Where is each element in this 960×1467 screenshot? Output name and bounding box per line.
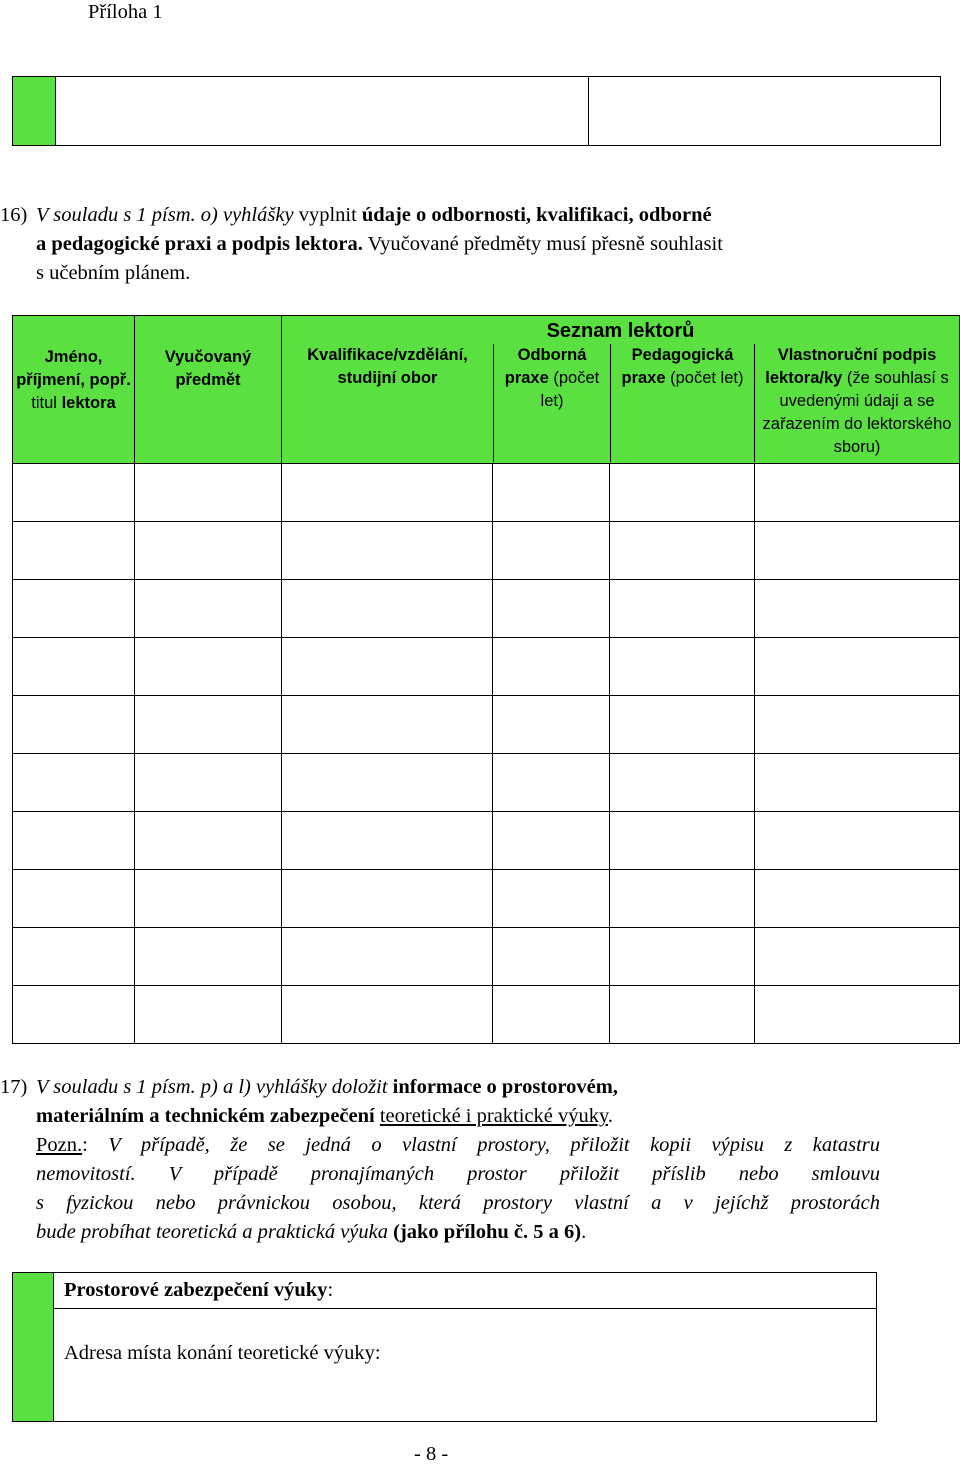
section-16-bold: údaje o odbornosti, kvalifikaci, odborné [361,204,712,226]
space-box-marker [13,1273,54,1421]
page-number: - 8 - [414,1443,449,1465]
table-cell[interactable] [135,580,282,638]
table-cell[interactable] [493,638,610,696]
section-16-legal-ref: V souladu s 1 písm. o) vyhlášky [36,204,294,226]
section-17-instructions [0,1073,880,1247]
table-row [13,870,960,928]
top-box-field-1[interactable] [56,77,589,145]
note-label: Pozn. [36,1134,83,1156]
col-header-pedagogical-practice: Pedagogická praxe (počet let) [610,344,754,462]
table-row [13,928,960,986]
section-16-text-2: Vyučované předměty musí přesně souhlasit [362,233,723,255]
section-17-bold-2: materiálním a technickém zabezpečení [36,1105,375,1127]
table-cell[interactable] [135,812,282,870]
address-label: Adresa místa konání teoretické výuky: [64,1342,381,1364]
section-16-text: vyplnit [293,204,362,226]
table-cell[interactable] [610,928,754,986]
space-box-heading-row [54,1273,876,1309]
table-cell[interactable] [13,754,135,812]
lecturer-list-title-area [282,316,960,464]
table-cell[interactable] [493,464,610,522]
table-cell[interactable] [493,928,610,986]
top-form-box [12,76,941,146]
space-box-heading-colon: : [327,1279,334,1301]
table-cell[interactable] [754,522,959,580]
lecturer-list-title: Seznam lektorů [546,320,695,342]
table-cell[interactable] [282,870,493,928]
table-cell[interactable] [282,812,493,870]
table-cell[interactable] [493,986,610,1044]
col-header-professional-practice: Odborná praxe (počet let) [493,344,610,462]
table-cell[interactable] [282,638,493,696]
table-row [13,754,960,812]
table-cell[interactable] [610,464,754,522]
table-cell[interactable] [610,580,754,638]
table-cell[interactable] [754,464,959,522]
table-cell[interactable] [754,754,959,812]
table-row [13,812,960,870]
table-cell[interactable] [754,812,959,870]
table-cell[interactable] [493,580,610,638]
top-box-marker [13,77,56,145]
section-17-period: . [607,1105,614,1127]
table-cell[interactable] [13,986,135,1044]
note-line-3: s fyzickou nebo právnickou osobou, která prostory vlastní a v jejíchž prostorách [36,1192,880,1214]
col-header-qualification: Kvalifikace/vzdělání, studijní obor [307,346,468,387]
table-cell[interactable] [135,638,282,696]
table-cell[interactable] [13,464,135,522]
table-cell[interactable] [493,812,610,870]
space-box-heading: Prostorové zabezpečení výuky [64,1279,328,1301]
table-row [13,522,960,580]
table-cell[interactable] [282,696,493,754]
note-attachment-ref: (jako přílohu č. 5 a 6) [393,1221,582,1243]
table-cell[interactable] [493,870,610,928]
table-cell[interactable] [754,928,959,986]
table-cell[interactable] [13,928,135,986]
table-cell[interactable] [282,928,493,986]
table-cell[interactable] [13,696,135,754]
appendix-label: Příloha 1 [88,1,163,23]
table-cell[interactable] [135,522,282,580]
table-cell[interactable] [282,580,493,638]
lecturer-table [12,315,960,1044]
section-17-bold: informace o prostorovém, [387,1076,618,1098]
table-row [13,464,960,522]
table-cell[interactable] [754,580,959,638]
section-16-bold-2: a pedagogické praxi a podpis lektora. [36,233,363,255]
table-row [13,986,960,1044]
table-cell[interactable] [493,696,610,754]
table-cell[interactable] [754,870,959,928]
table-cell[interactable] [493,754,610,812]
note-end: . [581,1221,587,1243]
table-row [13,638,960,696]
section-17-number: 17) [0,1076,28,1098]
table-cell[interactable] [610,986,754,1044]
table-cell[interactable] [282,986,493,1044]
top-box-field-2[interactable] [589,77,940,145]
table-cell[interactable] [282,464,493,522]
table-cell[interactable] [754,986,959,1044]
lecturer-table-body [13,464,960,1044]
note-line-2: nemovitostí. V případě pronajímaných prostor přiložit příslib nebo smlouvu [36,1163,880,1185]
space-provision-box [12,1272,877,1422]
table-cell[interactable] [135,754,282,812]
table-cell[interactable] [282,754,493,812]
table-cell[interactable] [135,464,282,522]
table-cell[interactable] [610,870,754,928]
table-row [13,696,960,754]
table-row [13,580,960,638]
table-cell[interactable] [13,638,135,696]
section-16-text-3: s učebním plánem. [36,262,191,284]
section-16-number: 16) [0,204,28,226]
table-cell[interactable] [610,696,754,754]
table-cell[interactable] [610,812,754,870]
col-header-subject: Vyučovaný předmět [135,316,282,464]
table-cell[interactable] [13,522,135,580]
table-cell[interactable] [135,870,282,928]
table-cell[interactable] [135,986,282,1044]
table-cell[interactable] [135,696,282,754]
col-header-signature: Vlastnoruční podpis lektora/ky (že souhlasí s uvedenými údaji a se zařazením do lektorského sboru) [754,344,959,462]
address-field[interactable] [54,1309,876,1421]
table-cell[interactable] [135,928,282,986]
table-cell[interactable] [282,522,493,580]
section-16-instructions [0,201,880,288]
note-line-1: V případě, že se jedná o vlastní prostory, přiložit kopii výpisu z katastru [87,1134,880,1156]
section-17-underlined: teoretické i praktické výuky [379,1105,608,1127]
note-colon: : [82,1134,88,1156]
col-header-name: Jméno, příjmení, popř. titul lektora [13,316,135,464]
table-cell[interactable] [13,812,135,870]
table-cell[interactable] [610,522,754,580]
table-cell[interactable] [13,870,135,928]
table-cell[interactable] [610,754,754,812]
table-cell[interactable] [13,580,135,638]
note-line-4: bude probíhat teoretická a praktická výuka [36,1221,394,1243]
section-17-legal-ref: V souladu s 1 písm. p) a l) vyhlášky doložit [36,1076,388,1098]
table-cell[interactable] [493,522,610,580]
table-cell[interactable] [754,696,959,754]
table-cell[interactable] [754,638,959,696]
table-cell[interactable] [610,638,754,696]
